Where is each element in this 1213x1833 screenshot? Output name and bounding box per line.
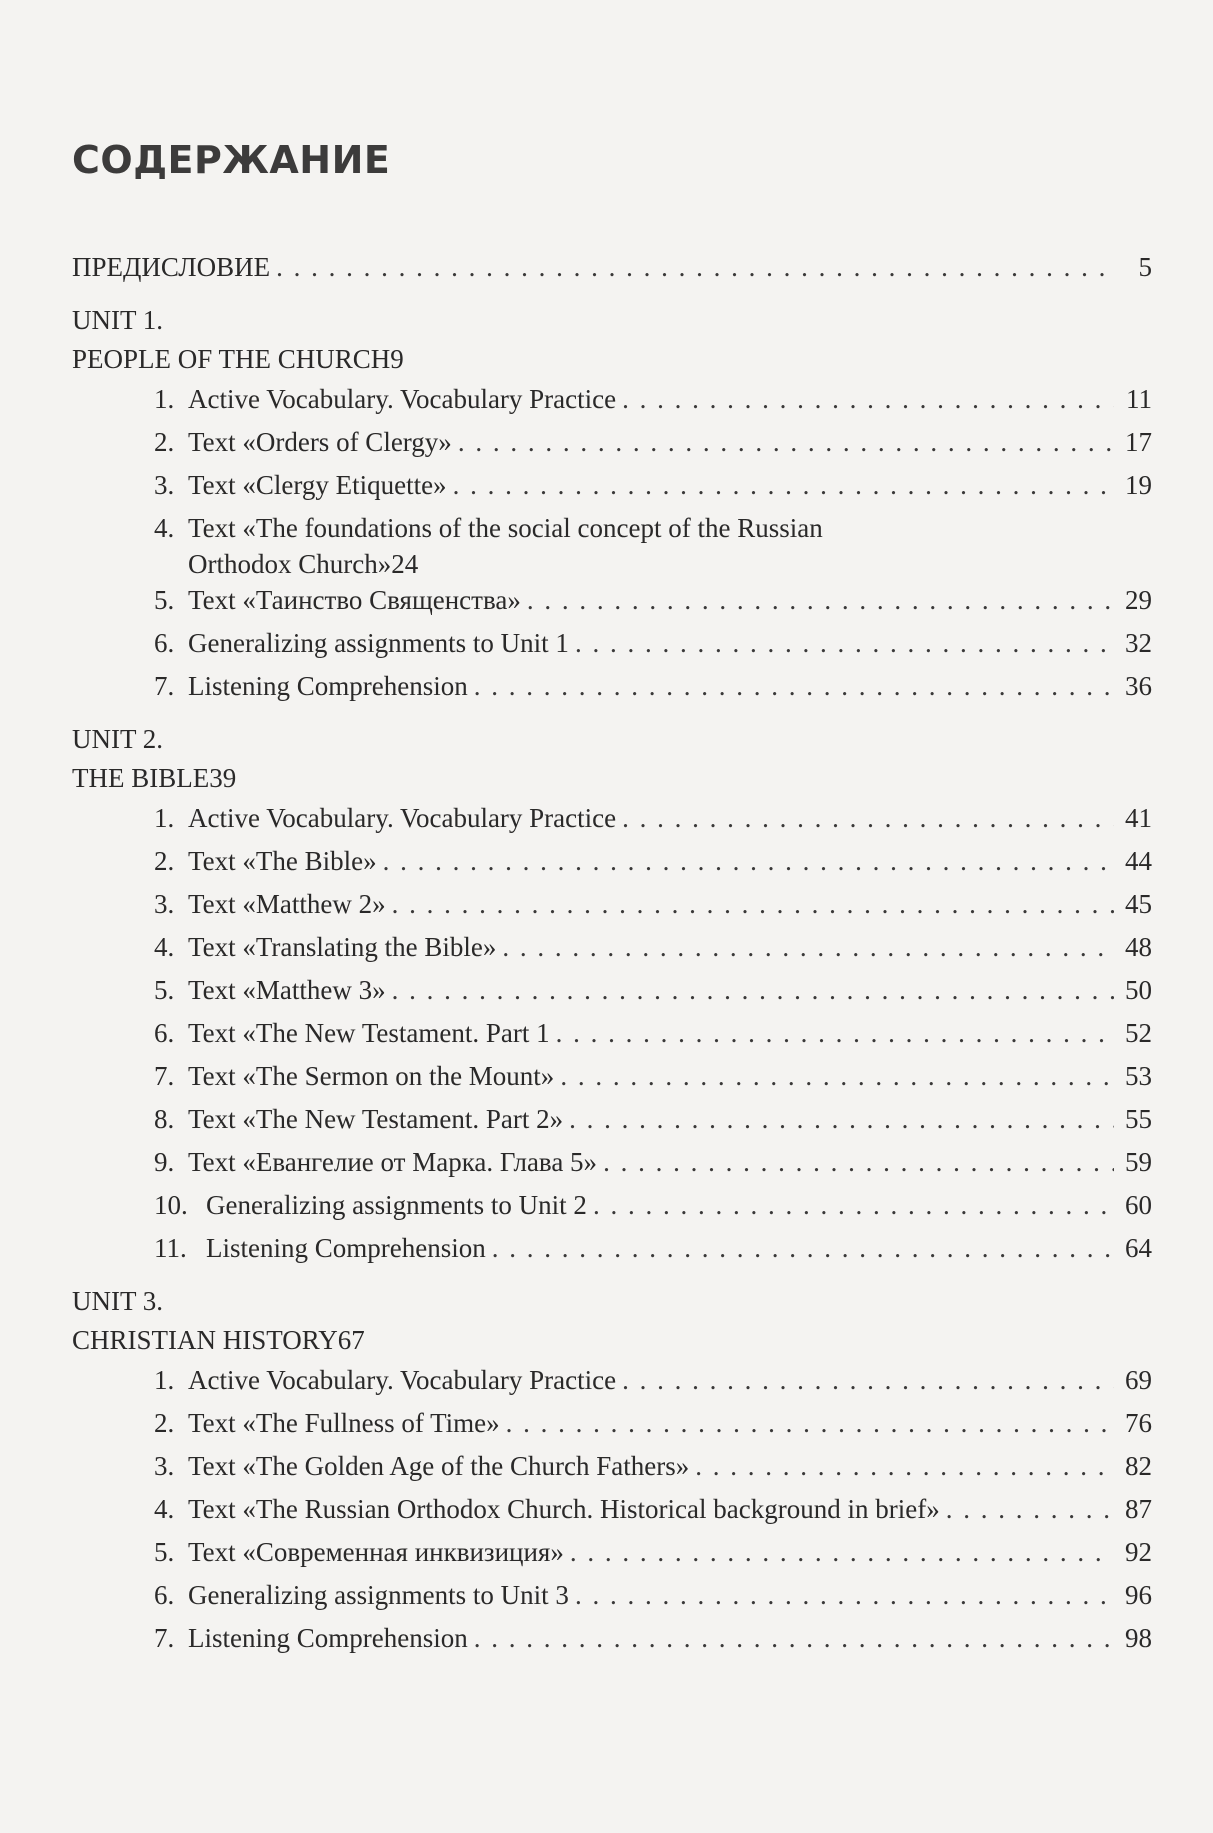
dot-leader <box>622 378 1114 421</box>
entry-page: 52 <box>1125 1018 1152 1048</box>
unit-head: UNIT 1. <box>72 305 163 335</box>
toc-entry[interactable] <box>72 840 1152 883</box>
toc-entry[interactable] <box>72 1055 1152 1098</box>
entry-number: 6. <box>154 1580 175 1610</box>
entry-number: 1. <box>154 803 175 833</box>
entry-number: 2. <box>154 846 175 876</box>
entry-page: 96 <box>1125 1580 1152 1610</box>
entry-label: Generalizing assignments to Unit 2 <box>206 1190 587 1220</box>
unit-title: CHRISTIAN HISTORY <box>72 1325 338 1355</box>
dot-leader <box>695 1445 1114 1488</box>
toc-entry[interactable] <box>72 797 1152 840</box>
entry-page: 19 <box>1125 470 1152 500</box>
entry-page: 53 <box>1125 1061 1152 1091</box>
entry-page: 29 <box>1125 585 1152 615</box>
entry-page: 44 <box>1125 846 1152 876</box>
entry-page: 11 <box>1126 384 1152 414</box>
entry-label: Text «Translating the Bible» <box>188 932 497 962</box>
toc-entry[interactable] <box>72 1184 1152 1227</box>
dot-leader <box>603 1141 1114 1184</box>
entry-page: 36 <box>1125 671 1152 701</box>
entry-label: Text «The Russian Orthodox Church. Historical background in brief» <box>188 1494 940 1524</box>
entry-page: 98 <box>1125 1623 1152 1653</box>
dot-leader <box>575 1574 1114 1617</box>
dot-leader <box>527 579 1114 622</box>
dot-leader <box>569 1098 1114 1141</box>
entry-label: Text «Matthew 2» <box>188 889 386 919</box>
entry-page: 59 <box>1125 1147 1152 1177</box>
entry-page: 50 <box>1125 975 1152 1005</box>
toc-entry[interactable] <box>72 883 1152 926</box>
entry-page: 64 <box>1125 1233 1152 1263</box>
toc-entry[interactable] <box>72 926 1152 969</box>
unit-3 <box>72 1284 1152 1660</box>
toc-entry[interactable] <box>72 1617 1152 1660</box>
entry-label: Active Vocabulary. Vocabulary Practice <box>188 803 617 833</box>
entry-page: 5 <box>1138 252 1152 282</box>
entry-label: Text «Современная инквизиция» <box>188 1537 564 1567</box>
entry-page: 69 <box>1125 1365 1152 1395</box>
dot-leader <box>392 969 1114 1012</box>
unit-title: THE BIBLE <box>72 763 210 793</box>
entry-page: 9 <box>390 344 404 374</box>
entry-number: 11. <box>154 1233 187 1263</box>
dot-leader <box>383 840 1114 883</box>
entry-label: Text «The Fullness of Time» <box>188 1408 500 1438</box>
entry-label: Active Vocabulary. Vocabulary Practice <box>188 1365 617 1395</box>
entry-label: Listening Comprehension <box>188 671 468 701</box>
toc-entry[interactable] <box>72 1402 1152 1445</box>
dot-leader <box>453 464 1114 507</box>
entry-number: 3. <box>154 470 175 500</box>
entry-label: Text «The New Testament. Part 2» <box>188 1104 564 1134</box>
unit-1 <box>72 303 1152 708</box>
toc-entry[interactable] <box>72 378 1152 421</box>
dot-leader <box>502 926 1114 969</box>
entry-number: 6. <box>154 1018 175 1048</box>
entry-label: Text «Clergy Etiquette» <box>188 470 447 500</box>
dot-leader <box>593 1184 1114 1227</box>
unit-head: UNIT 2. <box>72 724 163 754</box>
toc-entry[interactable] <box>72 1141 1152 1184</box>
toc-entry-multiline[interactable] <box>72 507 1152 543</box>
entry-number: 4. <box>154 1494 175 1524</box>
entry-label-continuation: Orthodox Church» <box>188 549 392 579</box>
toc-entry-unit-title[interactable] <box>72 338 1152 378</box>
dot-leader <box>622 797 1114 840</box>
entry-label: Listening Comprehension <box>188 1623 468 1653</box>
entry-label: Text «The Bible» <box>188 846 377 876</box>
toc-entry[interactable] <box>72 1359 1152 1402</box>
toc-entry[interactable] <box>72 1488 1152 1531</box>
entry-number: 1. <box>154 384 175 414</box>
toc-entry[interactable] <box>72 1574 1152 1617</box>
entry-number: 6. <box>154 628 175 658</box>
entry-label: Listening Comprehension <box>206 1233 486 1263</box>
entry-number: 1. <box>154 1365 175 1395</box>
entry-number: 7. <box>154 1623 175 1653</box>
entry-number: 5. <box>154 975 175 1005</box>
entry-number: 3. <box>154 889 175 919</box>
toc-title: СОДЕРЖАНИЕ <box>72 138 391 182</box>
entry-page: 17 <box>1125 427 1152 457</box>
entry-label: Generalizing assignments to Unit 3 <box>188 1580 569 1610</box>
dot-leader <box>276 246 1114 289</box>
entry-page: 82 <box>1125 1451 1152 1481</box>
unit-2 <box>72 722 1152 1270</box>
entry-label: Text «Таинство Священства» <box>188 585 521 615</box>
entry-label: Text «The New Testament. Part 1 <box>188 1018 550 1048</box>
entry-number: 4. <box>154 513 175 543</box>
toc-entry[interactable] <box>72 665 1152 708</box>
entry-number: 7. <box>154 1061 175 1091</box>
unit-title: PEOPLE OF THE CHURCH <box>72 344 391 374</box>
entry-label: Text «The Sermon on the Mount» <box>188 1061 555 1091</box>
entry-number: 5. <box>154 1537 175 1567</box>
dot-leader <box>560 1055 1114 1098</box>
dot-leader <box>556 1012 1114 1055</box>
entry-number: 2. <box>154 1408 175 1438</box>
entry-page: 24 <box>391 549 419 579</box>
dot-leader <box>946 1488 1114 1531</box>
entry-page: 39 <box>209 763 237 793</box>
toc-entry-preface[interactable] <box>72 246 1152 289</box>
entry-number: 9. <box>154 1147 175 1177</box>
dot-leader <box>622 1359 1114 1402</box>
toc-entry[interactable] <box>72 579 1152 622</box>
toc-entry[interactable] <box>72 1098 1152 1141</box>
entry-label: Text «The Golden Age of the Church Fathers» <box>188 1451 690 1481</box>
entry-label: Active Vocabulary. Vocabulary Practice <box>188 384 617 414</box>
entry-number: 4. <box>154 932 175 962</box>
toc-entry[interactable] <box>72 1531 1152 1574</box>
toc-entry-unit-title[interactable] <box>72 757 1152 797</box>
entry-page: 67 <box>337 1325 365 1355</box>
dot-leader <box>575 622 1114 665</box>
entry-label: Text «The foundations of the social concept of the Russian <box>188 513 823 543</box>
toc-entry[interactable] <box>72 1227 1152 1270</box>
entry-page: 45 <box>1125 889 1152 919</box>
dot-leader <box>492 1227 1114 1270</box>
entry-number: 10. <box>154 1190 188 1220</box>
entry-number: 8. <box>154 1104 175 1134</box>
entry-label: Text «Orders of Clergy» <box>188 427 452 457</box>
dot-leader <box>392 883 1114 926</box>
entry-number: 7. <box>154 671 175 701</box>
entry-page: 55 <box>1125 1104 1152 1134</box>
entry-page: 76 <box>1125 1408 1152 1438</box>
entry-number: 2. <box>154 427 175 457</box>
entry-label: Generalizing assignments to Unit 1 <box>188 628 569 658</box>
toc-entry[interactable] <box>72 1012 1152 1055</box>
dot-leader <box>570 1531 1114 1574</box>
toc-entry[interactable] <box>72 421 1152 464</box>
entry-page: 32 <box>1125 628 1152 658</box>
toc-entry[interactable] <box>72 622 1152 665</box>
dot-leader <box>474 1617 1114 1660</box>
toc-entry[interactable] <box>72 1445 1152 1488</box>
toc-entry[interactable] <box>72 464 1152 507</box>
toc-entry-unit-title[interactable] <box>72 1319 1152 1359</box>
entry-label: Text «Евангелие от Марка. Глава 5» <box>188 1147 598 1177</box>
entry-number: 3. <box>154 1451 175 1481</box>
dot-leader <box>474 665 1114 708</box>
entry-number: 5. <box>154 585 175 615</box>
entry-page: 48 <box>1125 932 1152 962</box>
entry-page: 41 <box>1125 803 1152 833</box>
entry-label: ПРЕДИСЛОВИЕ <box>72 252 271 282</box>
entry-page: 92 <box>1125 1537 1152 1567</box>
dot-leader <box>458 421 1114 464</box>
toc-entry[interactable] <box>72 969 1152 1012</box>
toc-list <box>72 246 1152 1660</box>
unit-head: UNIT 3. <box>72 1286 163 1316</box>
dot-leader <box>506 1402 1114 1445</box>
entry-label: Text «Matthew 3» <box>188 975 386 1005</box>
entry-page: 60 <box>1125 1190 1152 1220</box>
entry-page: 87 <box>1125 1494 1152 1524</box>
